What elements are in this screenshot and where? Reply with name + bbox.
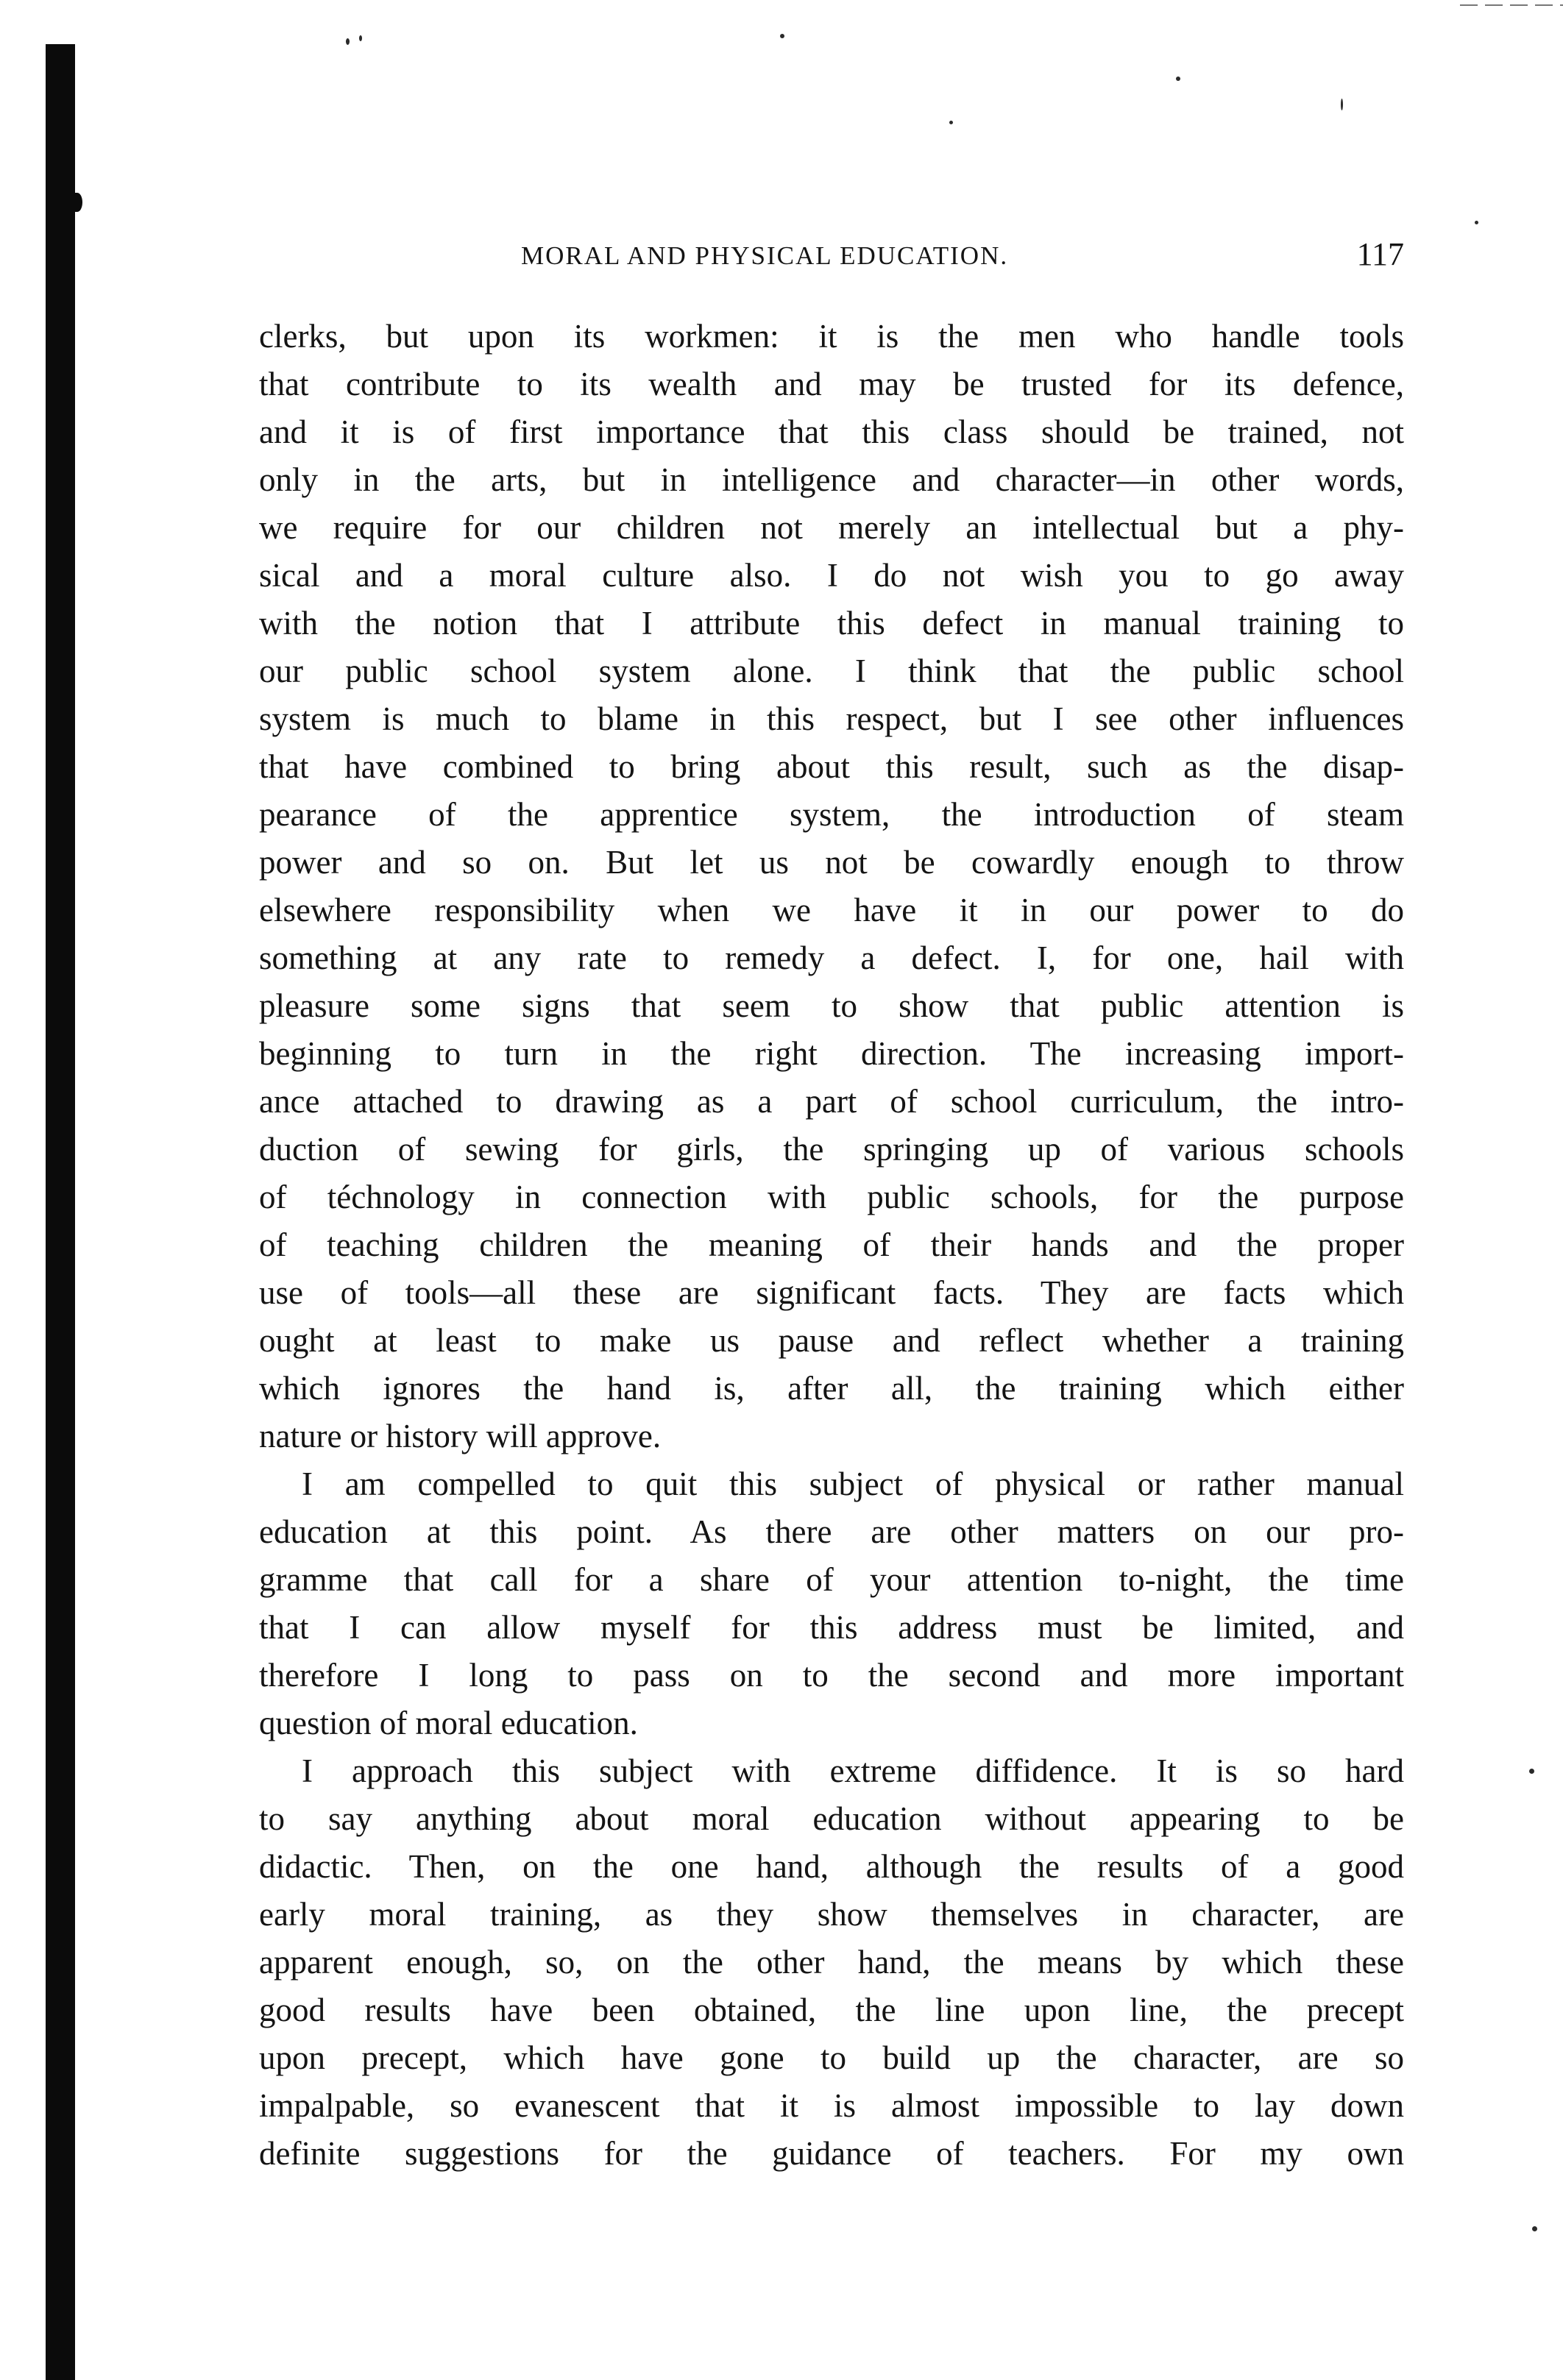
text-line: good results have been obtained, the line upon line, the precept	[259, 1992, 1404, 2028]
text-line: only in the arts, but in intelligence and character—in other words,	[259, 461, 1404, 498]
paragraph-first-line: I approach this subject with extreme diffidence. It is so hard	[302, 1752, 1404, 1789]
ink-speck	[1176, 77, 1180, 81]
scan-edge-mark	[1460, 4, 1563, 6]
text-line: elsewhere responsibility when we have it in our power to do	[259, 892, 1404, 928]
text-line: education at this point. As there are other matters on our pro-	[259, 1513, 1404, 1550]
text-line: nature or history will approve.	[259, 1418, 662, 1454]
binding-shadow	[46, 44, 75, 2380]
text-line: upon precept, which have gone to build up the character, are so	[259, 2039, 1404, 2076]
running-title: MORAL AND PHYSICAL EDUCATION.	[521, 241, 1009, 270]
ink-speck	[359, 35, 362, 41]
text-line: definite suggestions for the guidance of teachers. For my own	[259, 2135, 1404, 2172]
ink-speck	[346, 38, 350, 45]
text-line: to say anything about moral education without appearing to be	[259, 1800, 1404, 1837]
text-line: therefore I long to pass on to the second and more important	[259, 1657, 1404, 1694]
text-line: pleasure some signs that seem to show that public attention is	[259, 987, 1404, 1024]
text-line: didactic. Then, on the one hand, although the results of a good	[259, 1848, 1404, 1885]
page-number: 117	[1356, 236, 1404, 272]
ink-speck	[1341, 99, 1343, 110]
text-line: apparent enough, so, on the other hand, the means by which these	[259, 1944, 1404, 1981]
text-line: ance attached to drawing as a part of school curriculum, the intro-	[259, 1083, 1404, 1120]
text-line: use of tools—all these are significant facts. They are facts which	[259, 1274, 1404, 1311]
text-line: of téchnology in connection with public schools, for the purpose	[259, 1179, 1404, 1215]
text-line: that I can allow myself for this address must be limited, and	[259, 1609, 1404, 1646]
text-line: system is much to blame in this respect, but I see other influences	[259, 700, 1404, 737]
text-line: and it is of first importance that this class should be trained, not	[259, 413, 1404, 450]
ink-speck	[949, 121, 953, 124]
paragraph-first-line: I am compelled to quit this subject of physical or rather manual	[302, 1466, 1404, 1502]
text-line: which ignores the hand is, after all, the training which either	[259, 1370, 1404, 1407]
text-line: our public school system alone. I think that the public school	[259, 653, 1404, 689]
text-line: power and so on. But let us not be cowardly enough to throw	[259, 844, 1404, 881]
ink-speck	[1532, 2226, 1537, 2231]
ink-speck	[1475, 221, 1478, 224]
text-line: early moral training, as they show themselves in character, are	[259, 1896, 1404, 1933]
binding-notch	[72, 193, 82, 212]
text-line: clerks, but upon its workmen: it is the men who handle tools	[259, 318, 1404, 355]
text-line: that contribute to its wealth and may be trusted for its defence,	[259, 366, 1404, 402]
text-line: impalpable, so evanescent that it is almost impossible to lay down	[259, 2087, 1404, 2124]
text-line: that have combined to bring about this result, such as the disap-	[259, 748, 1404, 785]
text-line: gramme that call for a share of your attention to-night, the time	[259, 1561, 1404, 1598]
body-text	[259, 313, 1404, 2178]
text-line: ought at least to make us pause and reflect whether a training	[259, 1322, 1404, 1359]
text-line: pearance of the apprentice system, the introduction of steam	[259, 796, 1404, 833]
ink-speck	[780, 34, 784, 38]
text-line: duction of sewing for girls, the springing up of various schools	[259, 1131, 1404, 1168]
ink-speck	[1529, 1769, 1534, 1774]
running-head	[256, 235, 1404, 280]
text-line: question of moral education.	[259, 1705, 638, 1741]
text-line: beginning to turn in the right direction. The increasing import-	[259, 1035, 1404, 1072]
text-line: sical and a moral culture also. I do not wish you to go away	[259, 557, 1404, 594]
text-line: something at any rate to remedy a defect. I, for one, hail with	[259, 939, 1404, 976]
text-line: of teaching children the meaning of their hands and the proper	[259, 1226, 1404, 1263]
text-line: with the notion that I attribute this defect in manual training to	[259, 605, 1404, 642]
text-line: we require for our children not merely an intellectual but a phy-	[259, 509, 1404, 546]
